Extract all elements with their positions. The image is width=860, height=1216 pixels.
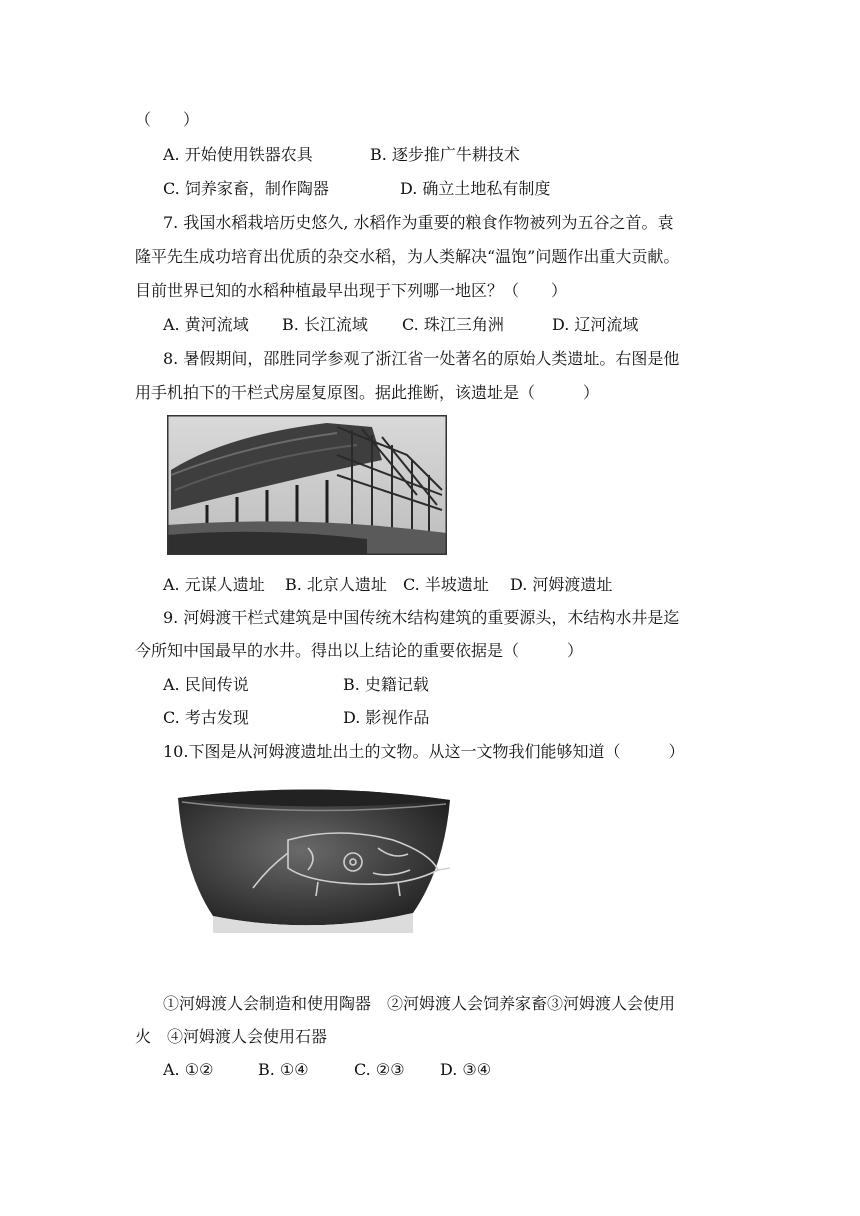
pig-pottery-bowl-photo: [168, 778, 458, 938]
q10-statement-2: 火 ④河姆渡人会使用石器: [135, 1027, 328, 1046]
q8-option-c: C. 半坡遗址: [403, 575, 489, 594]
q9-line-1: 9. 河姆渡干栏式建筑是中国传统木结构建筑的重要源头，木结构水井是迄: [163, 608, 680, 627]
q10-option-d: D. ③④: [440, 1060, 492, 1079]
q7-line-2: 隆平先生成功培育出优质的杂交水稻，为人类解决“温饱”问题作出重大贡献。: [135, 247, 680, 266]
q9-option-c: C. 考古发现: [163, 708, 249, 727]
q9-line-2: 今所知中国最早的水井。得出以上结论的重要依据是（ ）: [135, 641, 584, 660]
q6-option-a: A. 开始使用铁器农具: [163, 145, 313, 164]
q7-option-d: D. 辽河流域: [552, 315, 639, 334]
q6-option-d: D. 确立土地私有制度: [400, 179, 551, 198]
q7-option-b: B. 长江流域: [282, 315, 368, 334]
q10-option-c: C. ②③: [354, 1060, 405, 1079]
q10-option-a: A. ①②: [163, 1060, 214, 1079]
q8-option-d: D. 河姆渡遗址: [510, 575, 613, 594]
q10-option-b: B. ①④: [258, 1060, 309, 1079]
q7-line-3: 目前世界已知的水稻种植最早出现于下列哪一地区？（ ）: [135, 281, 568, 300]
q8-line-1: 8. 暑假期间，邵胜同学参观了浙江省一处著名的原始人类遗址。右图是他: [163, 349, 680, 368]
q8-option-a: A. 元谋人遗址: [163, 575, 265, 594]
q6-option-c: C. 饲养家畜，制作陶器: [163, 179, 329, 198]
q8-line-2: 用手机拍下的干栏式房屋复原图。据此推断，该遗址是（ ）: [135, 383, 600, 402]
q7-option-c: C. 珠江三角洲: [402, 315, 504, 334]
q7-option-a: A. 黄河流域: [163, 315, 249, 334]
q7-line-1: 7. 我国水稻栽培历史悠久, 水稻作为重要的粮食作物被列为五谷之首。袁: [163, 213, 674, 232]
q9-option-d: D. 影视作品: [343, 708, 430, 727]
q6-option-b: B. 逐步推广牛耕技术: [370, 145, 520, 164]
q6-paren: （ ）: [135, 110, 200, 129]
q8-option-b: B. 北京人遗址: [285, 575, 387, 594]
q10-line-1: 10.下图是从河姆渡遗址出土的文物。从这一文物我们能够知道（ ）: [163, 742, 685, 761]
stilt-house-photo: [167, 415, 447, 555]
q9-option-a: A. 民间传说: [163, 675, 249, 694]
q9-option-b: B. 史籍记载: [343, 675, 429, 694]
q10-statement-1: ①河姆渡人会制造和使用陶器 ②河姆渡人会饲养家畜③河姆渡人会使用: [163, 994, 676, 1013]
